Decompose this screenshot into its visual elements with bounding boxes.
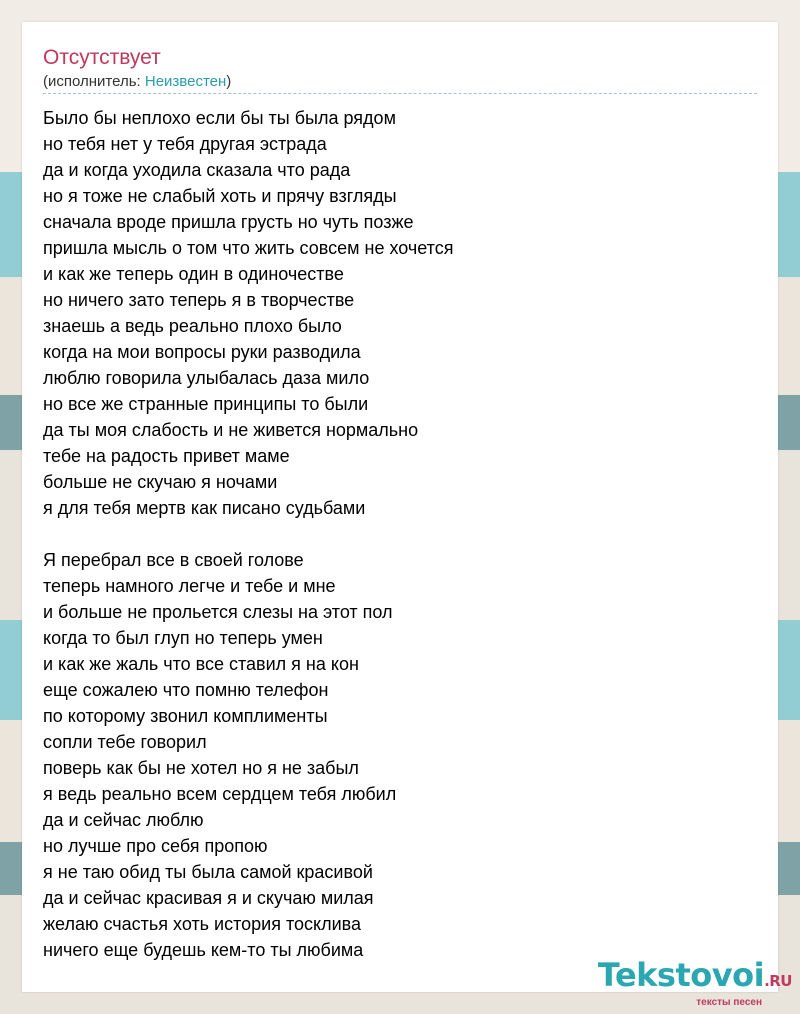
- lyrics-line: больше не скучаю я ночами: [43, 472, 278, 492]
- lyrics-line: поверь как бы не хотел но я не забыл: [43, 758, 359, 778]
- lyrics-line: да и когда уходила сказала что рада: [43, 160, 351, 180]
- lyrics-line: по которому звонил комплименты: [43, 706, 328, 726]
- logo-name: Tekstovoi: [597, 956, 765, 994]
- lyrics-line: ничего еще будешь кем-то ты любима: [43, 940, 364, 960]
- title-divider: [43, 93, 757, 94]
- lyrics-line: когда на мои вопросы руки разводила: [43, 342, 361, 362]
- lyrics-line: но все же странные принципы то были: [43, 394, 369, 414]
- logo-tld: .RU: [764, 972, 792, 990]
- lyrics-line: и больше не прольется слезы на этот пол: [43, 602, 393, 622]
- lyrics-line: Я перебрал все в своей голове: [43, 550, 304, 570]
- lyrics-line: я ведь реально всем сердцем тебя любил: [43, 784, 397, 804]
- lyrics-line: да и сейчас люблю: [43, 810, 204, 830]
- lyrics-line: я не таю обид ты была самой красивой: [43, 862, 373, 882]
- lyrics-line: но тебя нет у тебя другая эстрада: [43, 134, 327, 154]
- song-title: Отсутствует: [43, 46, 161, 69]
- lyrics-line: Было бы неплохо если бы ты была рядом: [43, 108, 396, 128]
- artist-suffix: ): [226, 73, 232, 90]
- artist-line: [43, 73, 231, 91]
- lyrics-line: сопли тебе говорил: [43, 732, 207, 752]
- lyrics-line: сначала вроде пришла грусть но чуть позже: [43, 212, 414, 232]
- lyrics-line: теперь намного легче и тебе и мне: [43, 576, 336, 596]
- lyrics-card: [22, 22, 778, 992]
- artist-prefix: (исполнитель:: [43, 73, 145, 90]
- lyrics-line: знаешь а ведь реально плохо было: [43, 316, 342, 336]
- lyrics-line: да ты моя слабость и не живется нормально: [43, 420, 419, 440]
- lyrics-line: тебе на радость привет маме: [43, 446, 290, 466]
- artist-link[interactable]: Неизвестен: [144, 73, 227, 90]
- lyrics-text: [43, 105, 453, 989]
- site-logo[interactable]: [598, 958, 792, 1008]
- lyrics-line: но ничего зато теперь я в творчестве: [43, 290, 355, 310]
- lyrics-line: но я тоже не слабый хоть и прячу взгляды: [43, 186, 397, 206]
- lyrics-stanza: [43, 547, 453, 963]
- lyrics-line: еще сожалею что помню телефон: [43, 680, 329, 700]
- lyrics-line: но лучше про себя пропою: [43, 836, 268, 856]
- lyrics-line: желаю счастья хоть история тосклива: [43, 914, 362, 934]
- lyrics-line: и как же теперь один в одиночестве: [43, 264, 344, 284]
- lyrics-line: я для тебя мертв как писано судьбами: [43, 498, 366, 518]
- lyrics-line: да и сейчас красивая я и скучаю милая: [43, 888, 374, 908]
- lyrics-line: люблю говорила улыбалась даза мило: [43, 368, 370, 388]
- lyrics-stanza: [43, 105, 453, 521]
- lyrics-line: когда то был глуп но теперь умен: [43, 628, 323, 648]
- lyrics-line: и как же жаль что все ставил я на кон: [43, 654, 359, 674]
- logo-wordmark: [598, 958, 792, 998]
- logo-tagline: тексты песен: [696, 997, 762, 1008]
- lyrics-line: пришла мысль о том что жить совсем не хочется: [43, 238, 454, 258]
